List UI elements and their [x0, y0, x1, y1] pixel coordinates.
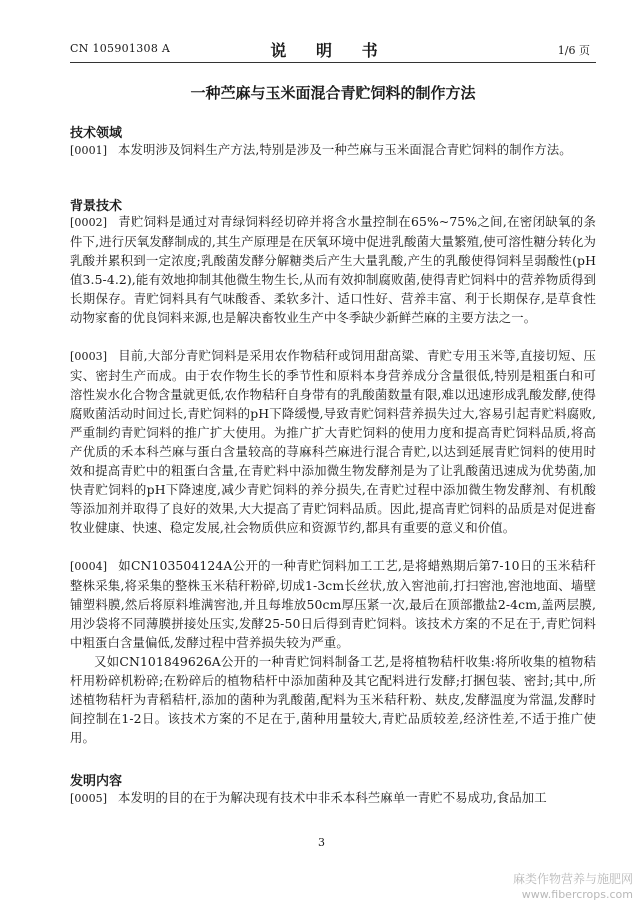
paragraph-number: [0004] — [70, 560, 108, 573]
page-header — [70, 38, 590, 60]
paragraph-number: [0005] — [70, 792, 108, 805]
paragraph-0004-continued — [70, 652, 596, 747]
paragraph-text: 目前,大部分青贮饲料是采用农作物秸秆或饲用甜高粱、青贮专用玉米等,直接切短、压实、密封生产而成。由于农作物生长的季节性和原料本身营养成分含量很低,特别是粗蛋白和可溶性炭水化合物含量就更低,农作物秸秆自身带有的乳酸菌数量有限,难以迅速形成乳酸发酵,使得腐败菌活动时间过长,青贮饲料的pH下降缓慢,导致青贮饲料营养损失过大,容易引起青贮料腐败,严重制约青贮饲料的推广扩大使用。为推广扩大青贮饲料的使用力度和提高青贮饲料品质,将高产优质的禾本科苎麻与蛋白含量较高的荨麻科苎麻进行混合青贮,以达到延展青贮饲料的使用时效和提高青贮中的粗蛋白含量,在青贮料中添加微生物发酵剂是为了让乳酸菌迅速成为优势菌,加快青贮饲料的pH下降速度,减少青贮饲料的养分损失,在青贮过程中添加微生物发酵剂、有机酸等添加剂并取得了良好的效果,大大提高了青贮饲料品质。因此,提高青贮饲料的品质是对促进畜牧业健康、快速、稳定发展,社会物质供应和资源节约,都具有重要的意义和价值。 — [70, 348, 596, 535]
section-heading-tech-field: 技术领域 — [70, 126, 123, 141]
document-type-title: 说 明 书 — [270, 41, 390, 60]
header-divider — [70, 62, 596, 63]
paragraph-0005 — [70, 788, 596, 808]
invention-title: 一种苎麻与玉米面混合青贮饲料的制作方法 — [190, 84, 476, 102]
paragraph-number: [0002] — [70, 216, 108, 229]
paragraph-text: 如CN103504124A公开的一种青贮饲料加工工艺,是将蜡熟期后第7-10日的玉米秸秆整株采集,将采集的整株玉米秸秆粉碎,切成1-3cm长丝状,放入窖池前,打扫窖池,窖池地面、墙壁铺塑料膜,然后将原料堆满窖池,并且每堆放50cm厚压紧一次,最后在顶部撒盐2-4cm,盖两层膜,用沙袋将不同薄膜拼接处压实,发酵25-50日后得到青贮饲料。该技术方案的不足在于,青贮饲料中粗蛋白含量偏低,发酵过程中营养损失较为严重。 — [70, 558, 596, 650]
site-watermark — [513, 872, 633, 902]
paragraph-0002 — [70, 212, 596, 327]
section-heading-invention: 发明内容 — [70, 774, 123, 789]
watermark-url: www.fibercrops.com — [521, 888, 633, 901]
paragraph-text: 青贮饲料是通过对青绿饲料经切碎并将含水量控制在65%~75%之间,在密闭缺氧的条件下,进行厌氧发酵制成的,其生产原理是在厌氧环境中促进乳酸菌大量繁殖,使可溶性糖分转化为乳酸并累积到一定浓度;乳酸菌发酵分解糖类后产生大量乳酸,产生的乳酸使得饲料呈弱酸性(pH值3.5-4.2),能有效地抑制其他微生物生长,从而有效抑制腐败菌,使得青贮饲料中的营养物质得到长期保存。青贮饲料具有气味酸香、柔软多汁、适口性好、营养丰富、利于长期保存,是草食性动物家畜的优良饲料来源,也是解决畜牧业生产中冬季缺少新鲜苎麻的主要方法之一。 — [70, 214, 596, 325]
page-info: 1/6 页 — [557, 44, 590, 57]
paragraph-text: 本发明涉及饲料生产方法,特别是涉及一种苎麻与玉米面混合青贮饲料的制作方法。 — [118, 142, 572, 157]
watermark-site-name: 麻类作物营养与施肥网 — [512, 872, 633, 886]
paragraph-0001 — [70, 140, 596, 160]
paragraph-text: 又如CN101849626A公开的一种青贮饲料制备工艺,是将植物秸杆收集:将所收集的植物秸杆用粉碎机粉碎;在粉碎后的植物秸杆中添加菌种及其它配料进行发酵;打捆包装、密封;其中,所述植物秸杆为青稻秸杆,添加的菌种为乳酸菌,配料为玉米秸秆粉、麸皮,发酵温度为常温,发酵时间控制在1-2日。该技术方案的不足在于,菌种用量较大,青贮品质较差,经济性差,不适于推广使用。 — [70, 654, 596, 745]
patent-number: CN 105901308 A — [70, 42, 171, 55]
paragraph-number: [0001] — [70, 144, 108, 157]
paragraph-text: 本发明的目的在于为解决现有技术中非禾本科苎麻单一青贮不易成功,食品加工 — [118, 790, 547, 805]
page-number: 3 — [318, 836, 325, 849]
paragraph-0003 — [70, 346, 596, 537]
paragraph-0004 — [70, 556, 596, 652]
section-heading-background: 背景技术 — [70, 199, 123, 214]
paragraph-number: [0003] — [70, 350, 108, 363]
